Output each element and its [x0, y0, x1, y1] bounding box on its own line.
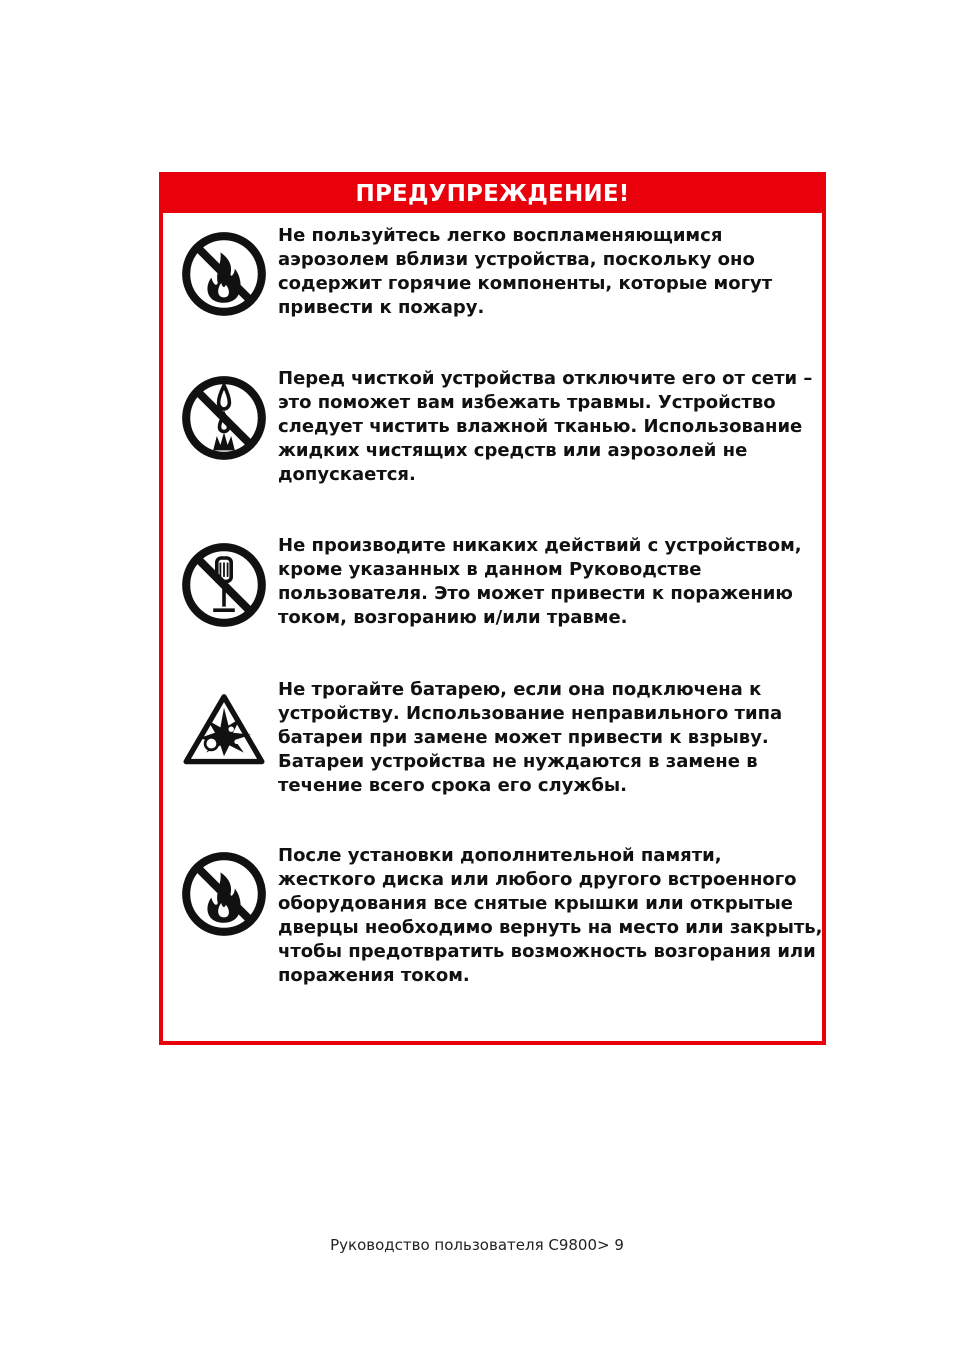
no-liquid-cleaning-icon	[179, 373, 269, 463]
no-disassembly-icon	[179, 540, 269, 630]
warning-item-text: Не трогайте батарею, если она подключена к устройству. Использование неправильного типа батареи при замене может привести к взрыву. Батареи устройства не нуждаются в замене в течение всего срока его службы.	[278, 679, 783, 796]
page-footer: Руководство пользователя C9800> 9	[330, 1236, 624, 1254]
no-open-flame-icon	[179, 849, 269, 939]
warning-item-text: Не пользуйтесь легко воспламеняющимся аэрозолем вблизи устройства, поскольку оно содержит горячие компоненты, которые могут привести к пожару.	[278, 225, 773, 318]
warning-title: ПРЕДУПРЕЖДЕНИЕ!	[163, 176, 822, 213]
no-flammable-spray-icon	[179, 229, 269, 319]
warning-item-text: Не производите никаких действий с устройством, кроме указанных в данном Руководстве пользователя. Это может привести к поражению током, возгоранию и/или травме.	[278, 535, 802, 628]
warning-item-text: Перед чисткой устройства отключите его от сети – это поможет вам избежать травмы. Устройство следует чистить влажной тканью. Использование жидких чистящих средств или аэрозолей не допускается.	[278, 368, 813, 485]
warning-box	[159, 172, 826, 1045]
explosion-warning-icon	[179, 686, 269, 776]
warning-item-text: После установки дополнительной памяти, жесткого диска или любого другого встроенного оборудования все снятые крышки или открытые дверцы необходимо вернуть на место или закрыть, чтобы предотвратить возможность возгорания или поражения током.	[278, 845, 823, 986]
